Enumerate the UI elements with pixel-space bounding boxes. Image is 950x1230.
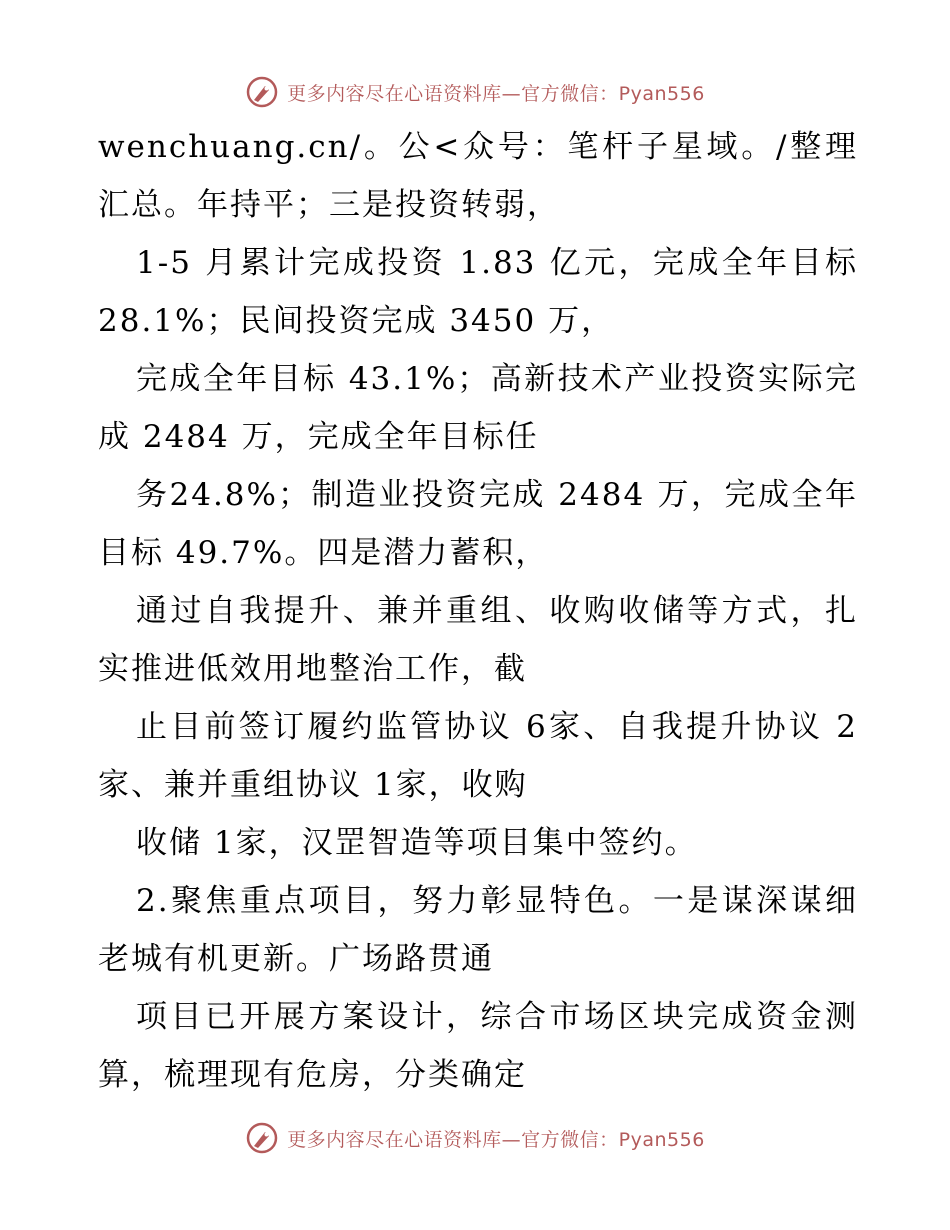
watermark-text: 更多内容尽在心语资料库—官方微信：Pyan556 — [287, 82, 705, 105]
paragraph-6: 止目前签订履约监管协议 6家、自我提升协议 2家、兼并重组协议 1家，收购 — [98, 709, 858, 803]
footer-watermark — [0, 1118, 950, 1158]
paragraph-7: 收储 1家，汉罡智造等项目集中签约。 — [136, 825, 698, 861]
paragraph-8: 2.聚焦重点项目，努力彰显特色。一是谋深谋细老城有机更新。广场路贯通 — [98, 883, 858, 977]
document-body — [98, 118, 858, 1104]
paragraph-9: 项目已开展方案设计，综合市场区块完成资金测算，梳理现有危房，分类确定 — [98, 999, 858, 1093]
paragraph-3: 完成全年目标 43.1%；高新技术产业投资实际完成 2484 万，完成全年目标任 — [98, 361, 858, 455]
paragraph-4: 务24.8%；制造业投资完成 2484 万，完成全年目标 49.7%。四是潜力蓄积， — [98, 477, 858, 571]
paragraph-1: wenchuang.cn/。公<众号：笔杆子星域。/整理汇总。年持平；三是投资转弱， — [98, 129, 858, 223]
pen-nib-logo-icon — [245, 75, 279, 109]
paragraph-5: 通过自我提升、兼并重组、收购收储等方式，扎实推进低效用地整治工作，截 — [98, 593, 858, 687]
watermark-text: 更多内容尽在心语资料库—官方微信：Pyan556 — [287, 1128, 705, 1151]
pen-nib-logo-icon — [245, 1121, 279, 1155]
paragraph-2: 1-5 月累计完成投资 1.83 亿元，完成全年目标 28.1%；民间投资完成 3450 万， — [98, 245, 858, 339]
header-watermark — [0, 72, 950, 112]
